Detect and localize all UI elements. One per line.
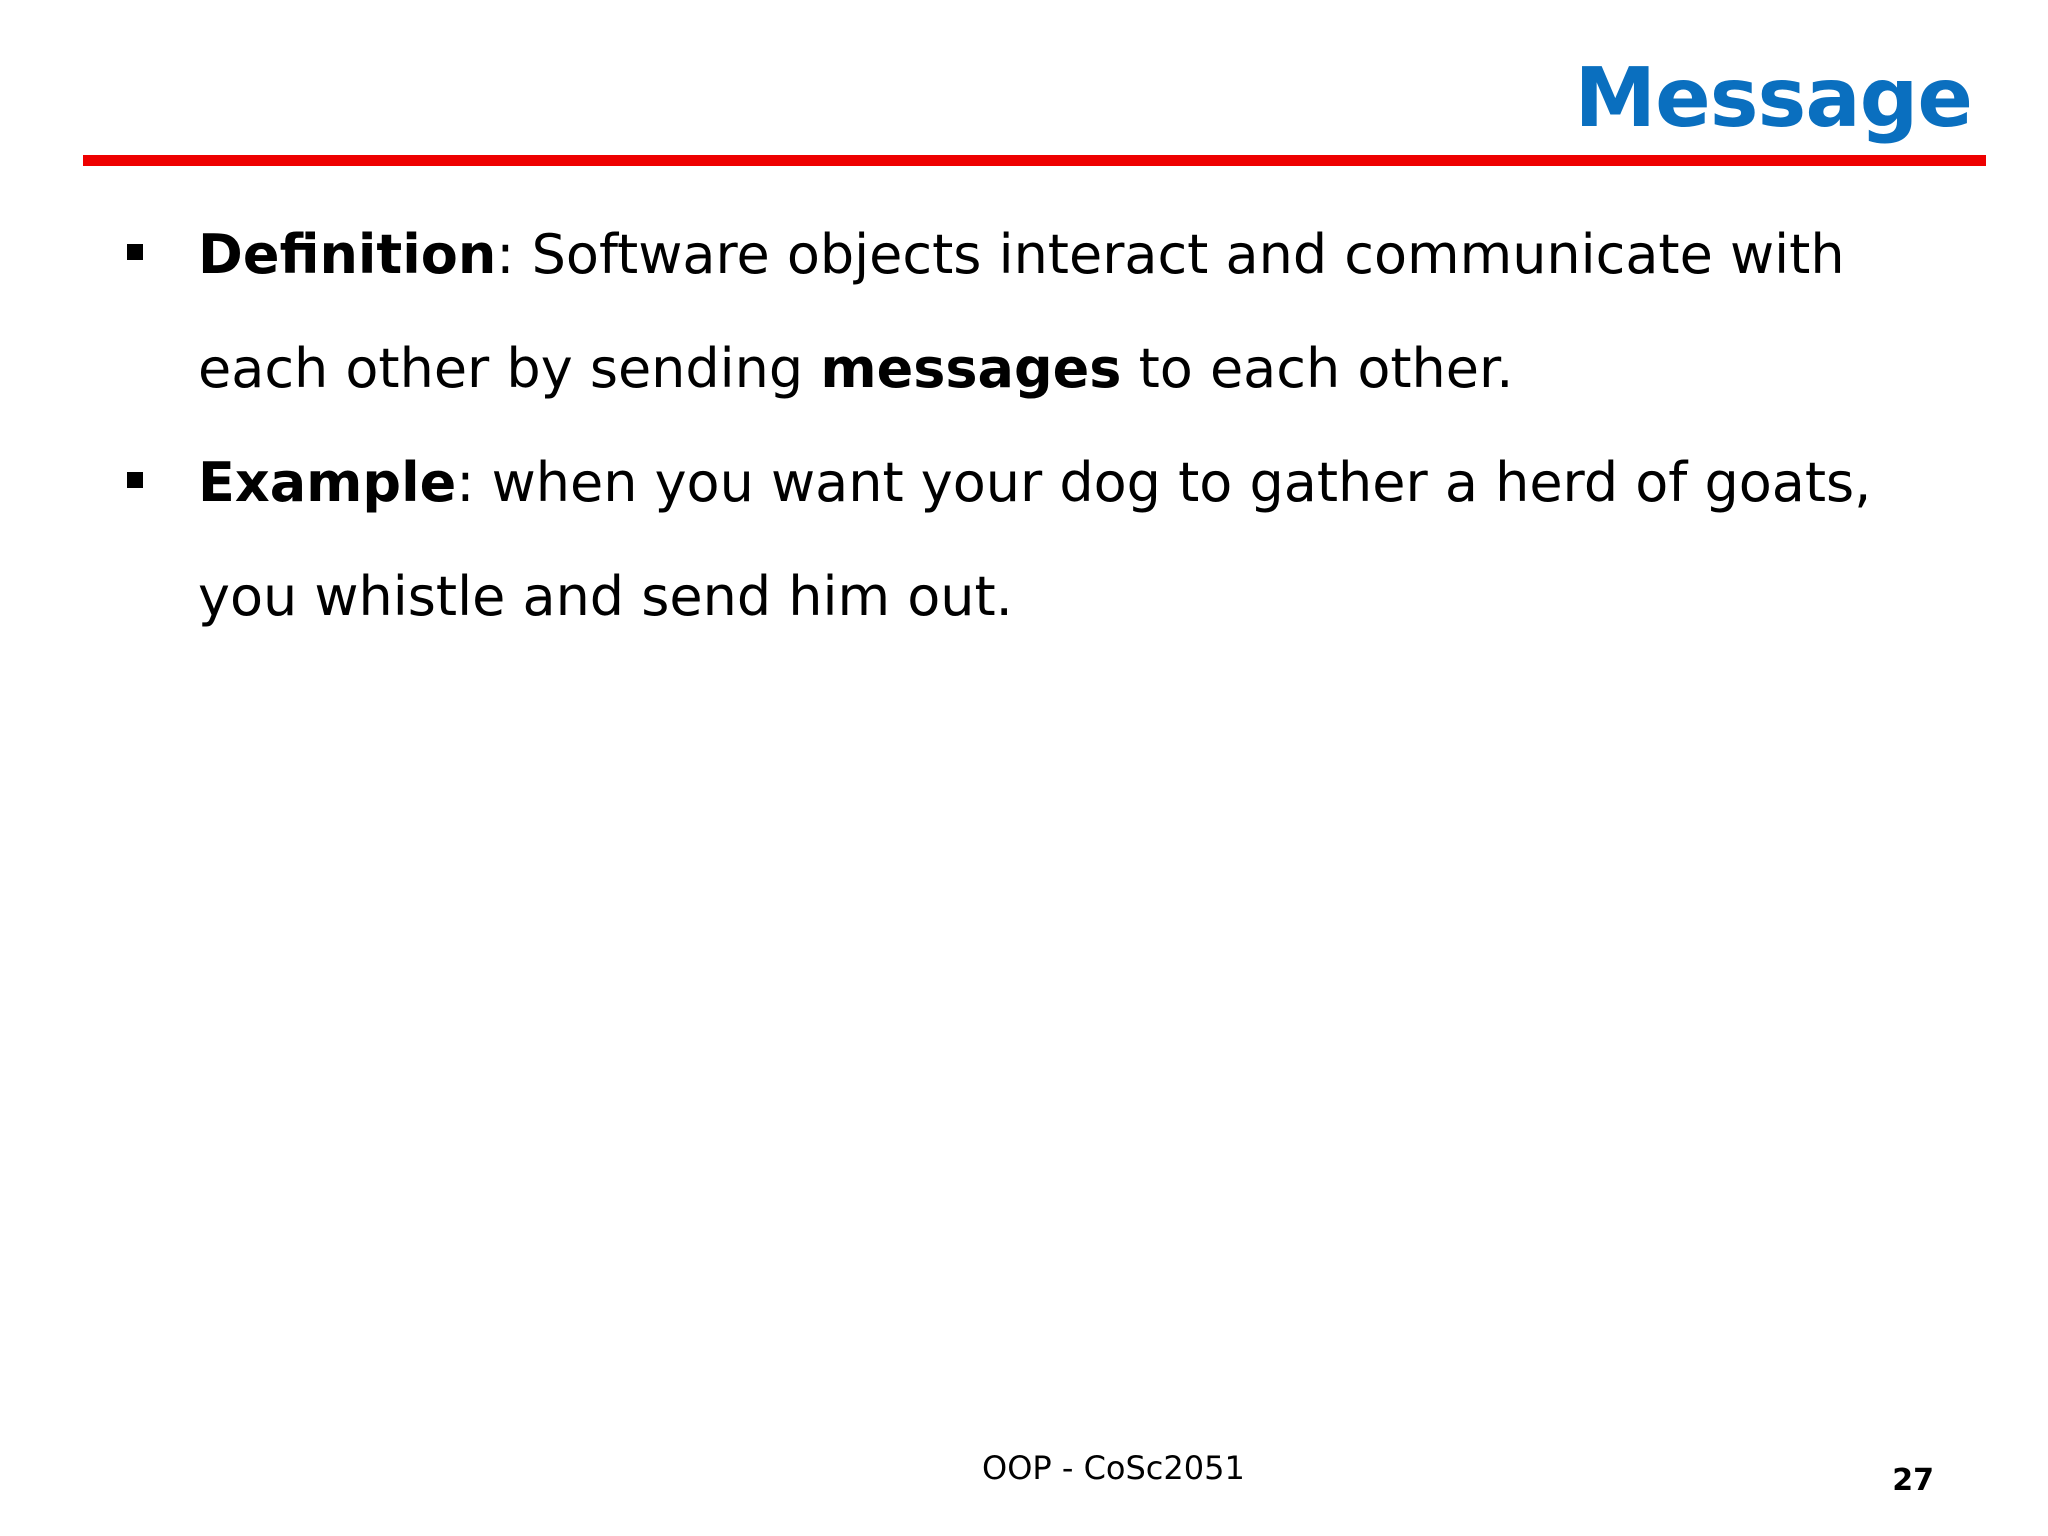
title-divider: [83, 155, 1986, 166]
bullet-term: Definition: [198, 223, 497, 286]
bullet-emphasis: messages: [820, 337, 1122, 400]
bullet-term: Example: [198, 451, 457, 514]
bullet-text: when you want your dog to gather a herd of goats, you whistle and send him out.: [198, 451, 1872, 628]
footer-course: OOP - CoSc2051: [982, 1449, 1245, 1487]
bullet-definition: [120, 198, 1920, 426]
square-bullet-icon: [127, 472, 143, 488]
bullet-text-end: to each other.: [1121, 337, 1514, 400]
bullet-example: [120, 426, 1920, 654]
bullet-text: Software objects interact and communicate with each other by sending: [198, 223, 1845, 400]
bullet-separator: :: [496, 223, 532, 286]
bullet-list: [120, 198, 1920, 654]
square-bullet-icon: [127, 244, 143, 260]
bullet-separator: :: [456, 451, 492, 514]
page-number: 27: [1892, 1463, 1934, 1498]
slide-title: Message: [1574, 51, 1972, 146]
